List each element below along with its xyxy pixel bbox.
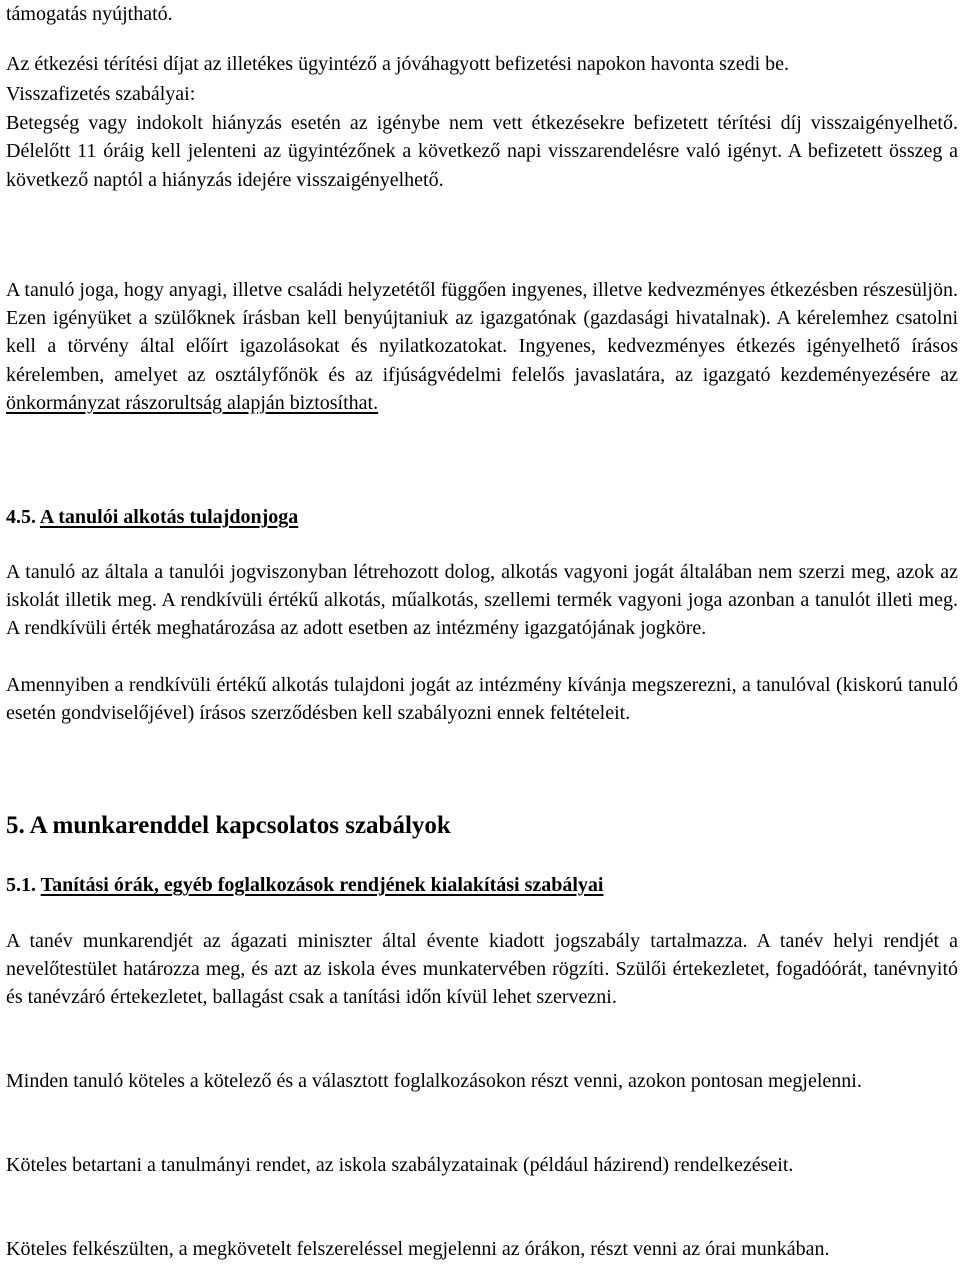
refund-rules-title: Visszafizetés szabályai: (6, 83, 196, 105)
section-heading (6, 503, 958, 531)
paragraph-text: Minden tanuló köteles a kötelező és a választott foglalkozásokon részt venni, azokon pontosan megjelenni. (6, 1070, 862, 1092)
section-heading (6, 871, 958, 899)
paragraph-text: támogatás nyújtható. (6, 3, 173, 25)
paragraph-meal-fee (6, 50, 958, 78)
paragraph-attendance (6, 1067, 958, 1095)
paragraph-text: Köteles felkészülten, a megkövetelt felszereléssel megjelenni az órákon, részt venni az órai munkában. (6, 1238, 830, 1260)
paragraph-text: Az étkezési térítési díjat az illetékes ügyintéző a jóváhagyott befizetési napokon havonta szedi be. (6, 53, 790, 75)
paragraph-ownership (6, 671, 958, 727)
paragraph-refund-rules (6, 80, 958, 194)
section-number: 5.1. (6, 874, 36, 896)
refund-rules-body: Betegség vagy indokolt hiányzás esetén az igénybe nem vett étkezésekre befizetett térítési díj visszaigényelhető. Délelőtt 11 óráig kell jelenteni az ügyintézőnek a következő napi visszarendelésre való igényt. A befizetett összeg a következő naptól a hiányzás idejére visszaigényelhető. (6, 112, 958, 191)
paragraph-text: A tanév munkarendjét az ágazati miniszter által évente kiadott jogszabály tartalmazza. A tanév helyi rendjét a nevelőtestület határozza meg, és azt az iskola éves munkatervében rögzíti. Szülői értekezletet, fogadóórát, tanévnyitó és tanévzáró értekezletet, ballagást csak a tanítási időn kívül lehet szervezni. (6, 930, 958, 1009)
paragraph-rules (6, 1151, 958, 1179)
paragraph-school-year (6, 927, 958, 1012)
heading-5-1 (6, 871, 958, 899)
section-number: 4.5. (6, 506, 36, 528)
section-title: A tanulói alkotás tulajdonjoga (39, 506, 299, 528)
section-title: Tanítási órák, egyéb foglalkozások rendjének kialakítási szabályai (40, 874, 604, 896)
paragraph-student-work (6, 558, 958, 643)
paragraph-text (6, 276, 958, 417)
paragraph-text: A tanuló az általa a tanulói jogviszonyban létrehozott dolog, alkotás vagyoni jogát általában nem szerzi meg, azok az iskolát illetik meg. A rendkívüli értékű alkotás, műalkotás, szellemi termék vagyoni joga azonban a tanulót illeti meg. A rendkívüli érték meghatározása az adott esetben az intézmény igazgatójának jogköre. (6, 561, 958, 640)
paragraph-free-meals (6, 276, 958, 417)
free-meals-text: A tanuló joga, hogy anyagi, illetve családi helyzetétől függően ingyenes, illetve kedvezményes étkezésben részesüljön. Ezen igényüket a szülőknek írásban kell benyújtaniuk az igazgatónak (gazdasági hivatalnak). A kérelemhez csatolni kell a törvény által előírt igazolásokat és nyilatkozatokat. Ingyenes, kedvezményes étkezés igényelhető írásos kérelemben, amelyet az osztályfőnök és az ifjúságvédelmi felelős javaslatára, az igazgató kezdeményezésére az (6, 279, 958, 386)
paragraph-text: Amennyiben a rendkívüli értékű alkotás tulajdoni jogát az intézmény kívánja megszerezni, a tanulóval (kiskorú tanuló esetén gondviselőjével) írásos szerződésben kell szabályozni ennek feltételeit. (6, 674, 958, 725)
paragraph-text: Köteles betartani a tanulmányi rendet, az iskola szabályzatainak (például házirend) rendelkezéseit. (6, 1154, 794, 1176)
paragraph-preparation (6, 1235, 958, 1263)
chapter-heading: 5. A munkarenddel kapcsolatos szabályok (6, 812, 451, 839)
heading-4-5 (6, 503, 958, 531)
paragraph-intro-tail (6, 0, 958, 28)
heading-5 (6, 810, 958, 842)
free-meals-underlined-text: önkormányzat rászorultság alapján biztosíthat. (6, 391, 379, 414)
